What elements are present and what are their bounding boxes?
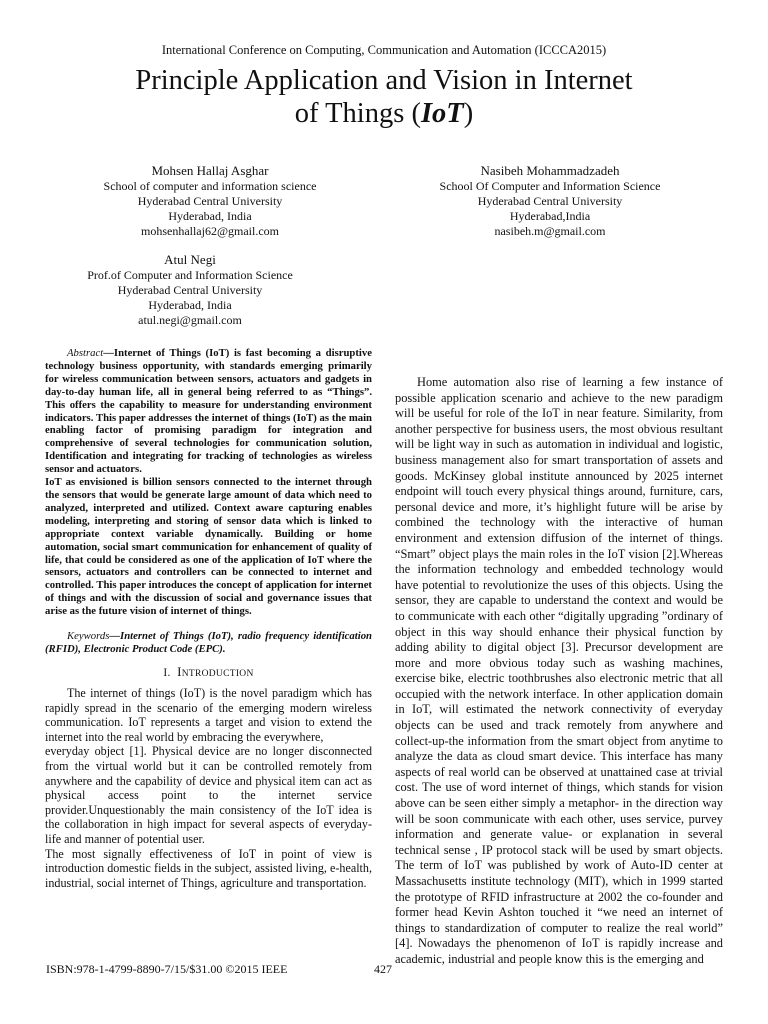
keywords [45, 630, 372, 656]
author-city: Hyderabad, India [148, 298, 232, 312]
author-name: Mohsen Hallaj Asghar [151, 163, 269, 178]
abstract-paragraph-1 [45, 347, 372, 476]
introduction-body [45, 686, 372, 890]
author-university: Hyderabad Central University [477, 194, 623, 208]
section-first-letter: I [177, 663, 182, 679]
author-university: Hyderabad Central University [137, 194, 283, 208]
title-line-2 [40, 97, 728, 130]
author-city: Hyderabad, India [168, 209, 252, 223]
left-column [45, 347, 372, 890]
author-block-2 [400, 163, 700, 239]
right-paragraph-1: Home automation also rise of learning a few instance of possible application scenario and achieve to the new paradigm will be useful for role of the IoT in near feature. Similarity, from another perspective for business users, the most obvious resultant will be light way in such as automation in individual and logistic, business management also for smart transportation of assets and goods. McKinsey global institute announced by 2025 internet endpoint will touch every physical things around, furniture, cars, personal device and more, it’s highlight future will be arise by combined the technology with the interactive of human environment and extension diffusion of the internet of things. “Smart” object plays the main roles in the IoT vision [2].Whereas the information technology and embedded technology would have potential to revolutionize the uses of this objects. Using the sensor, they are capable to understand the context and would be to communicate with each other “digitally upgrading ”ordinary of object in this way should enhance their physical function by adding ability to digital object [3]. Precursor development are more and more obvious today such as washing machines, exercise bike, electric toothbrushes also electronic metric that all occupied with the network interface. In other application domain in IoT, will estimated the network connectivity of everyday objects can be used and track remotely from anywhere and collect-up-the information from the smart object from anytime to analyze the data as cloud smart device. This interface has many aspects of real world can be observed at unattained case at trivial cost. The use of word internet of things, which stands for vision above can be seen either simply a metaphor- in the direction way will be soon communicate with each other, uses service, purvey information and generate value- or explanation in several technical sense , IP protocol stack will be used by smart objects. The term of IoT was published by work of Auto-ID center at Massachusetts institute technology (MIT), which in 1999 started the prototype of RFID infrastructure at 2002 the co-founder and former head Kevin Ashton touched it “we need an internet of things to standardization of computer to realize the real world” [4]. Nowadays the phenomenon of IoT is rapidly increase and academic, industrial and people know this is the emerging and [395, 375, 723, 966]
abstract-paragraph-2: IoT as envisioned is billion sensors connected to the internet through the sensors that would be generate large amount of data which need to analyzed, interpreted and utilized. Context aware capturing enables modeling, interpreting and storing of sensor data which is linked to appropriate context variable dynamically. Building or home automation, social smart communication for enhancement of quality of life, that could be considered as one of the application of IoT where the sensors, actuators and controllers can be connected to internet and controlled. This paper introduces the concept of application for internet of things and with the discussion of social and governance issues that arise as the future vision of internet of things. [45, 476, 372, 618]
footer-isbn: ISBN:978-1-4799-8890-7/15/$31.00 ©2015 IEEE [46, 962, 288, 976]
keywords-label: Keywords [67, 630, 110, 643]
abstract-label: Abstract [67, 347, 104, 359]
title-line-2-italic: IoT [420, 98, 464, 129]
author-email: nasibeh.m@gmail.com [494, 224, 606, 238]
section-rest: NTRODUCTION [181, 668, 254, 679]
title-line-2-suffix: ) [463, 98, 474, 129]
author-name: Atul Negi [164, 252, 216, 267]
author-city: Hyderabad,India [509, 209, 591, 223]
author-name: Nasibeh Mohammadzadeh [480, 163, 620, 178]
abstract-text-1: Internet of Things (IoT) is fast becoming a disruptive technology business opportunity, with standards emerging primarily for wireless communication between sensors, actuators and gadgets in day-to-day human life, all in general being referred to as “Things”. This offers the capability to measure for understanding environment indicators. This paper addresses the internet of things (IoT) as the main enabling factor of promising paradigm for integration and comprehensive of several technologies for communication solution, Identification and integrating for tracking of technologies as wireless sensor and actuators. [45, 347, 372, 476]
author-block-3 [40, 252, 340, 328]
page-number: 427 [374, 962, 392, 976]
keywords-dash: — [109, 630, 121, 643]
author-email: mohsenhallaj62@gmail.com [140, 224, 280, 238]
section-number: I. [163, 666, 171, 679]
author-affiliation: Prof.of Computer and Information Science [87, 268, 293, 282]
abstract [45, 347, 372, 618]
paper-title [40, 64, 728, 130]
right-column [395, 375, 723, 968]
section-heading-introduction [45, 665, 372, 681]
title-line-1: Principle Application and Vision in Internet [135, 65, 633, 96]
intro-paragraph-1: The internet of things (IoT) is the novel paradigm which has rapidly spread in the scenario of the emerging modern wireless communication. IoT represents a target and vision to extend the internet into the real world by embracing the everywhere, [45, 686, 372, 744]
author-email: atul.negi@gmail.com [138, 313, 242, 327]
author-affiliation: School Of Computer and Information Science [439, 179, 661, 193]
conference-header: International Conference on Computing, Communication and Automation (ICCCA2015) [161, 43, 607, 57]
intro-paragraph-2: everyday object [1]. Physical device are no longer disconnected from the virtual world but it can be controlled remotely from anywhere and the capability of device and physical item can act as physical access point to the internet service provider.Unquestionably the main consistency of the IoT idea is the collaboration in high impact for several aspects of everyday-life and manner of potential user. [45, 744, 372, 846]
author-university: Hyderabad Central University [117, 283, 263, 297]
intro-paragraph-3: The most signally effectiveness of IoT in point of view is introduction domestic fields in the subject, assisted living, e-health, industrial, social internet of Things, agriculture and transportation. [45, 846, 372, 890]
keywords-text: Internet of Things (IoT), radio frequency identification (RFID), Electronic Product Code (EPC). [45, 630, 372, 655]
author-affiliation: School of computer and information science [103, 179, 317, 193]
author-block-1 [60, 163, 360, 239]
abstract-dash: — [103, 347, 114, 359]
title-line-2-prefix: of Things ( [294, 98, 421, 129]
